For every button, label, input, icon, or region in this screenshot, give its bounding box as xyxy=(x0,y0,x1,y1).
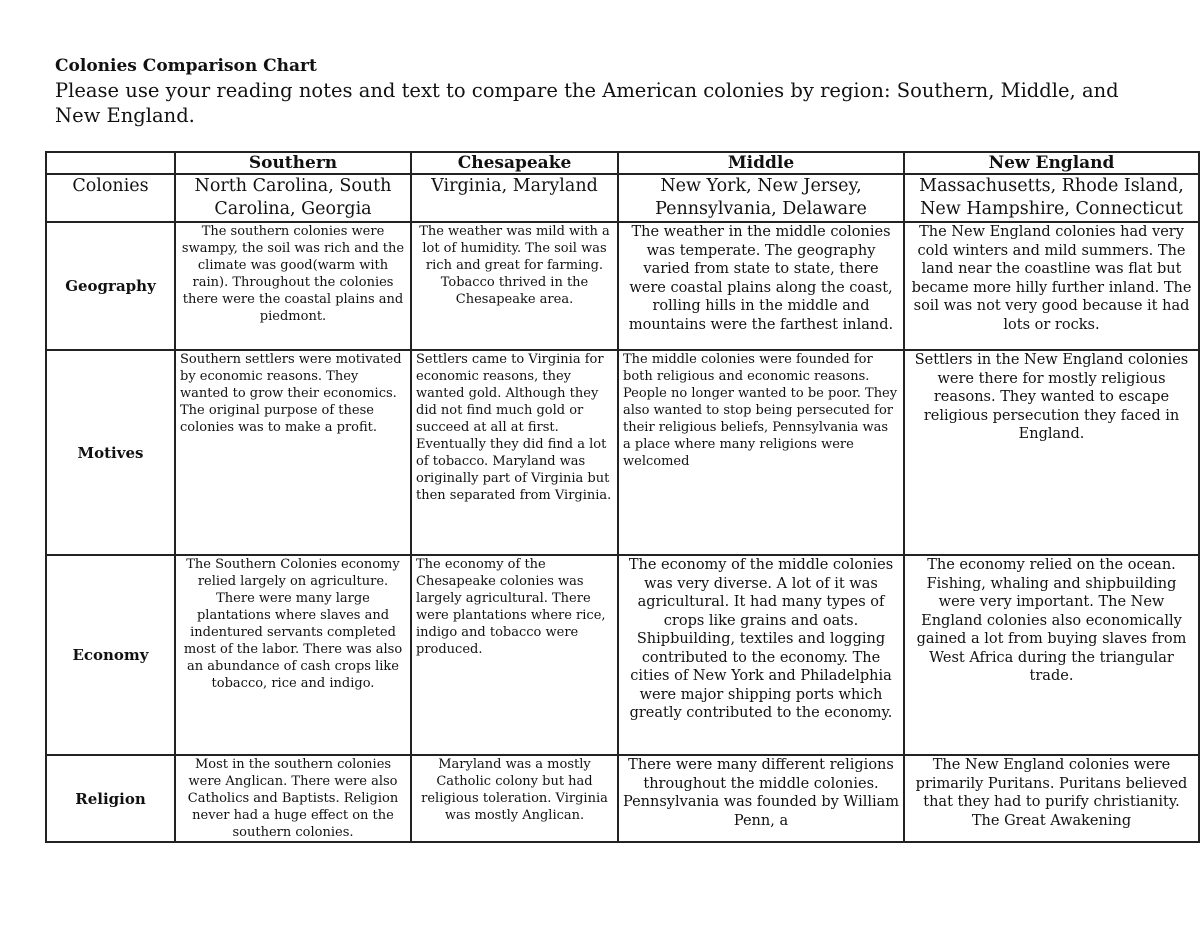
table-row-colonies xyxy=(46,174,1199,222)
cell-economy-southern: The Southern Colonies economy relied largely on agriculture. There were many large plantations where slaves and indentured servants completed most of the labor. There was also an abundance of cash crops like tobacco, rice and indigo. xyxy=(175,555,411,755)
cell-economy-middle: The economy of the middle colonies was very diverse. A lot of it was agricultural. It had many types of crops like grains and oats. Shipbuilding, textiles and logging contributed to the economy. The cities of New York and Philadelphia were major shipping ports which greatly contributed to the economy. xyxy=(618,555,904,755)
header-chesapeake: Chesapeake xyxy=(411,152,618,174)
cell-colonies-chesapeake: Virginia, Maryland xyxy=(411,174,618,222)
table-row-geography xyxy=(46,222,1199,350)
table-row-religion xyxy=(46,755,1199,842)
cell-religion-southern: Most in the southern colonies were Anglican. There were also Catholics and Baptists. Religion never had a huge effect on the southern colonies. xyxy=(175,755,411,842)
cell-colonies-southern: North Carolina, South Carolina, Georgia xyxy=(175,174,411,222)
table-row-economy xyxy=(46,555,1199,755)
cell-colonies-new-england: Massachusetts, Rhode Island, New Hampshire, Connecticut xyxy=(904,174,1199,222)
row-label-economy: Economy xyxy=(46,555,175,755)
comparison-table xyxy=(45,151,1200,843)
document-instructions: Please use your reading notes and text to compare the American colonies by region: Southern, Middle, and New England. xyxy=(55,79,1119,127)
cell-religion-new-england: The New England colonies were primarily Puritans. Puritans believed that they had to purify christianity. The Great Awakening xyxy=(904,755,1199,842)
header-southern: Southern xyxy=(175,152,411,174)
cell-motives-new-england: Settlers in the New England colonies were there for mostly religious reasons. They wanted to escape religious persecution they faced in England. xyxy=(904,350,1199,555)
cell-economy-new-england: The economy relied on the ocean. Fishing, whaling and shipbuilding were very important. The New England colonies also economically gained a lot from buying slaves from West Africa during the triangular trade. xyxy=(904,555,1199,755)
row-label-religion: Religion xyxy=(46,755,175,842)
table-header-row xyxy=(46,152,1199,174)
header-corner-cell xyxy=(46,152,175,174)
cell-religion-middle: There were many different religions throughout the middle colonies. Pennsylvania was founded by William Penn, a xyxy=(618,755,904,842)
cell-economy-chesapeake: The economy of the Chesapeake colonies was largely agricultural. There were plantations where rice, indigo and tobacco were produced. xyxy=(411,555,618,755)
cell-motives-chesapeake: Settlers came to Virginia for economic reasons, they wanted gold. Although they did not find much gold or succeed at all at first. Eventually they did find a lot of tobacco. Maryland was originally part of Virginia but then separated from Virginia. xyxy=(411,350,618,555)
row-label-colonies: Colonies xyxy=(46,174,175,222)
header-middle: Middle xyxy=(618,152,904,174)
document-title: Colonies Comparison Chart xyxy=(55,56,317,76)
cell-geography-chesapeake: The weather was mild with a lot of humidity. The soil was rich and great for farming. Tobacco thrived in the Chesapeake area. xyxy=(411,222,618,350)
cell-geography-new-england: The New England colonies had very cold winters and mild summers. The land near the coastline was flat but became more hilly further inland. The soil was not very good because it had lots or rocks. xyxy=(904,222,1199,350)
row-label-geography: Geography xyxy=(46,222,175,350)
row-label-motives: Motives xyxy=(46,350,175,555)
cell-colonies-middle: New York, New Jersey, Pennsylvania, Delaware xyxy=(618,174,904,222)
cell-religion-chesapeake: Maryland was a mostly Catholic colony but had religious toleration. Virginia was mostly Anglican. xyxy=(411,755,618,842)
cell-motives-southern: Southern settlers were motivated by economic reasons. They wanted to grow their economics. The original purpose of these colonies was to make a profit. xyxy=(175,350,411,555)
cell-geography-southern: The southern colonies were swampy, the soil was rich and the climate was good(warm with rain). Throughout the colonies there were the coastal plains and piedmont. xyxy=(175,222,411,350)
cell-geography-middle: The weather in the middle colonies was temperate. The geography varied from state to state, there were coastal plains along the coast, rolling hills in the middle and mountains were the farthest inland. xyxy=(618,222,904,350)
table-row-motives xyxy=(46,350,1199,555)
cell-motives-middle: The middle colonies were founded for both religious and economic reasons. People no longer wanted to be poor. They also wanted to stop being persecuted for their religious beliefs, Pennsylvania was a place where many religions were welcomed xyxy=(618,350,904,555)
header-new-england: New England xyxy=(904,152,1199,174)
